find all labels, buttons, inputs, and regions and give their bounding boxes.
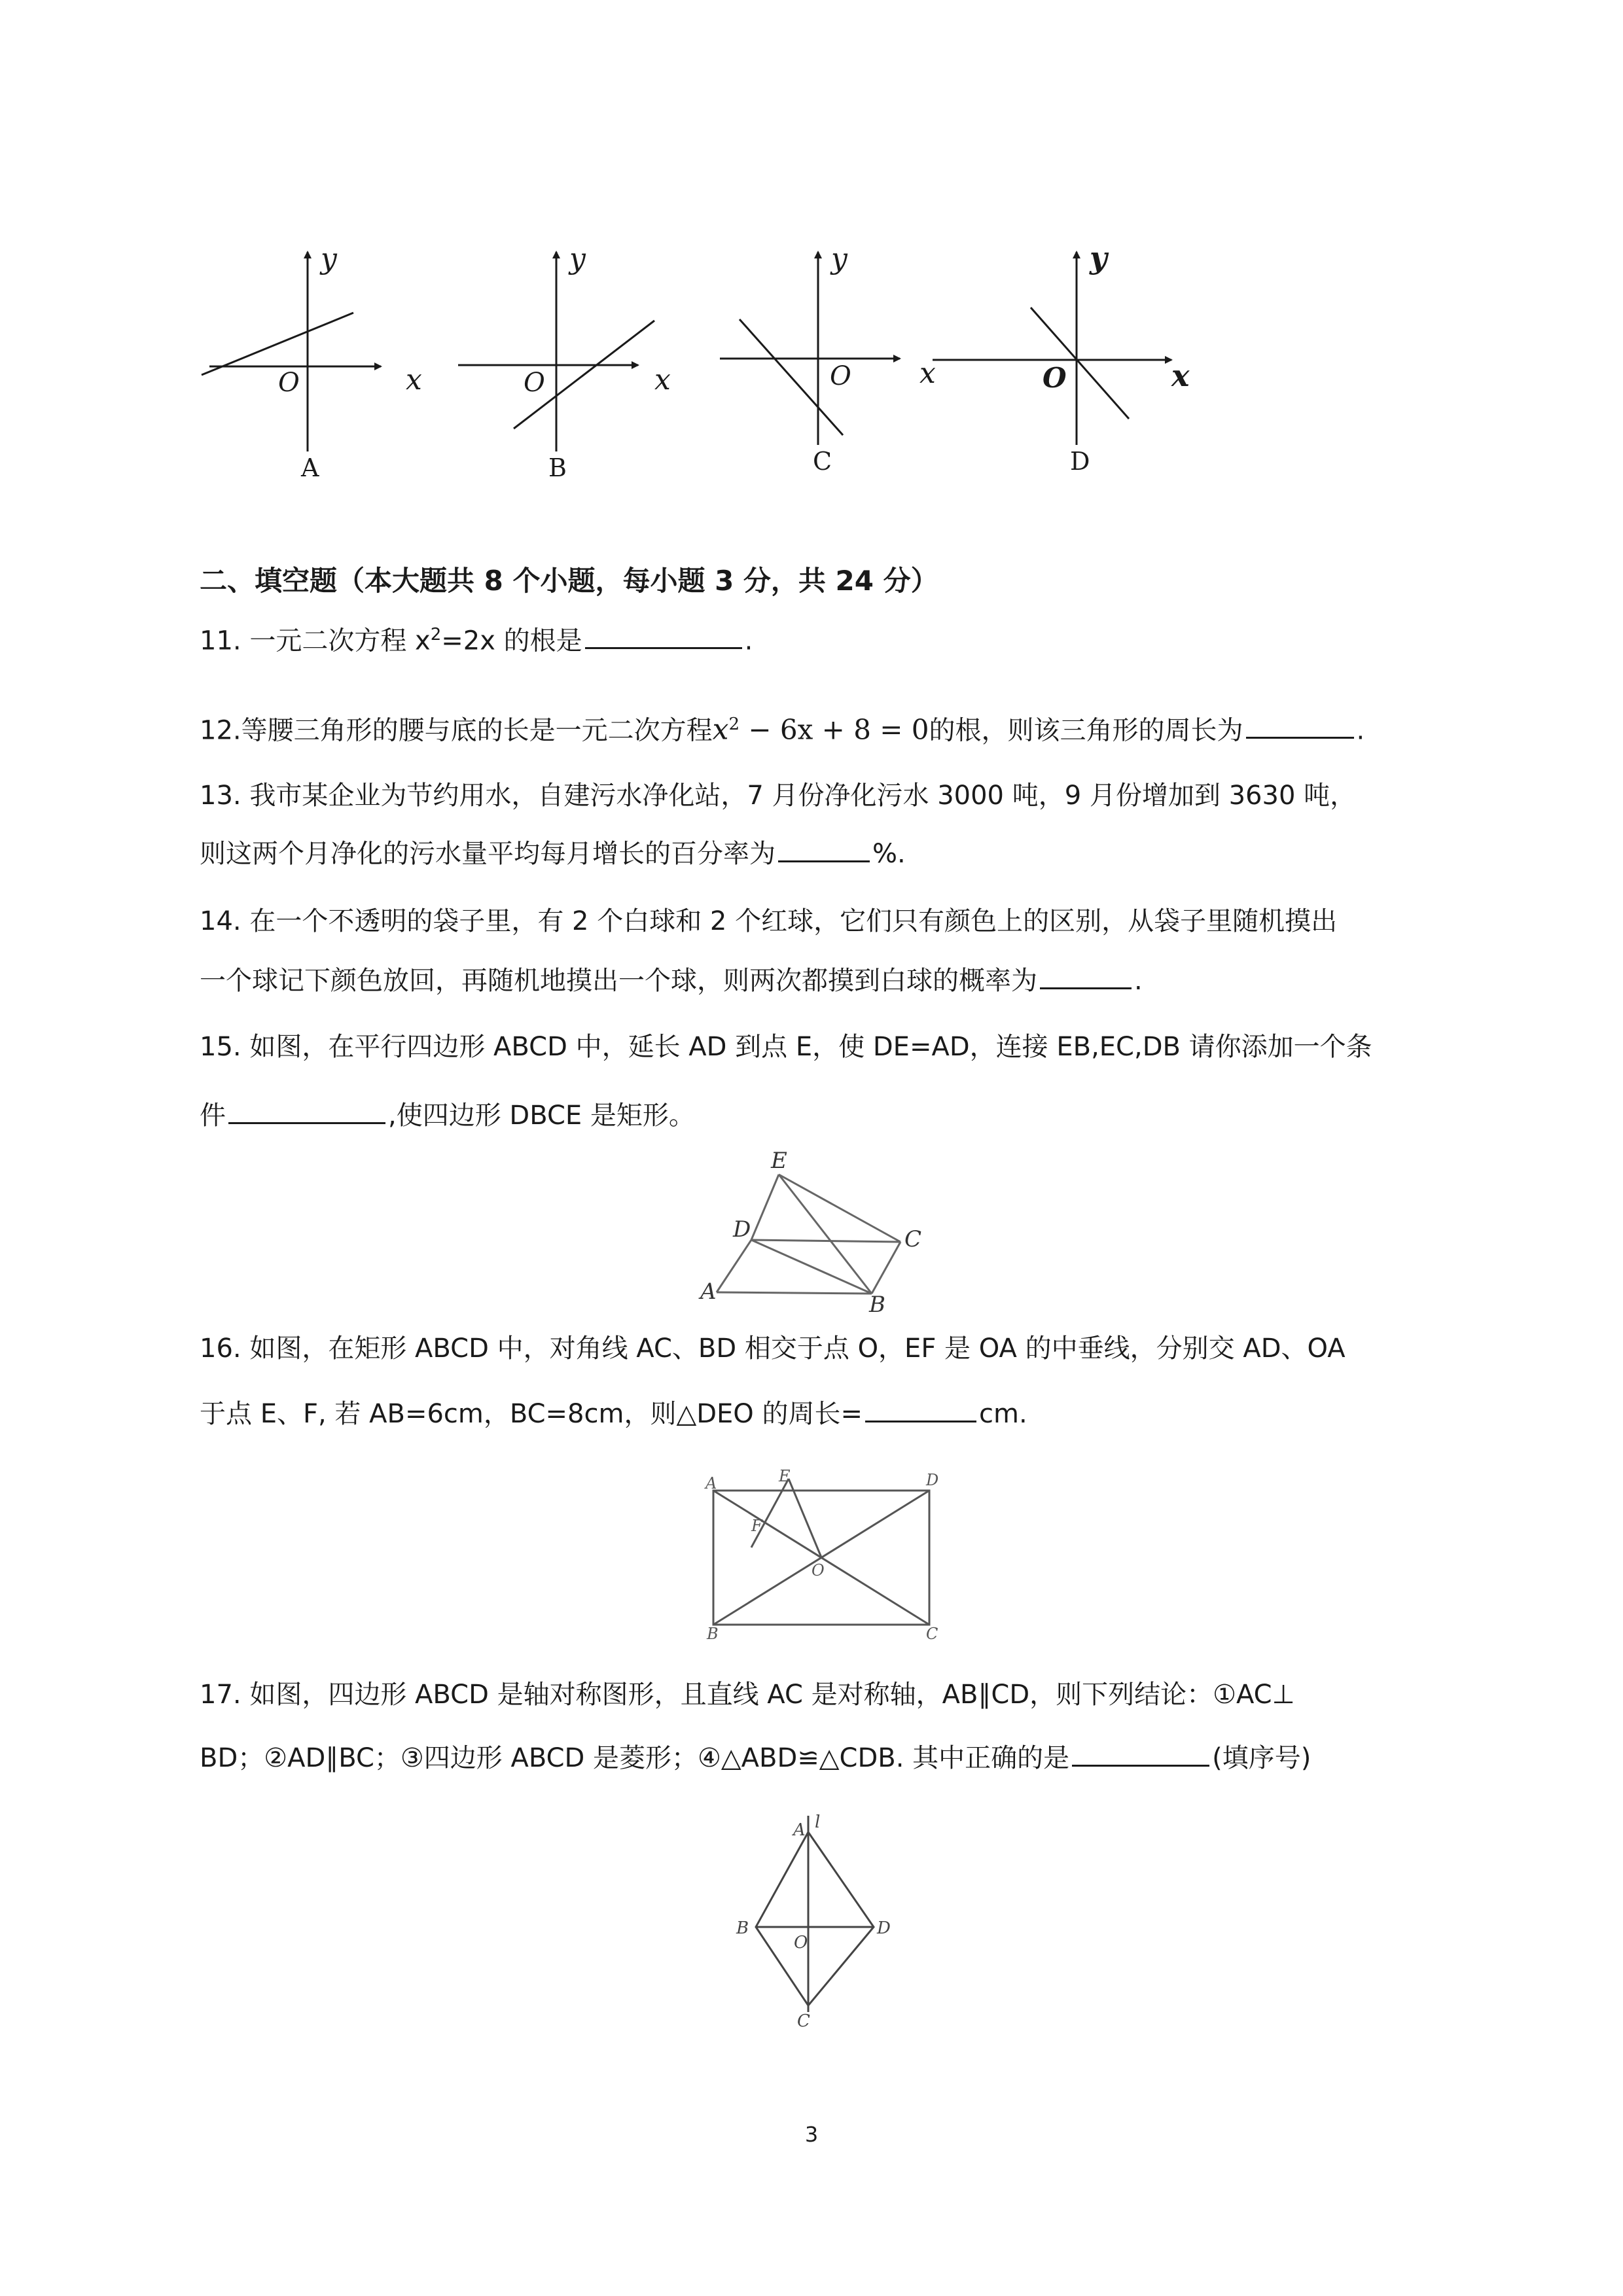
q12-end: . <box>1356 715 1365 746</box>
q14-answer-blank[interactable] <box>1040 964 1132 989</box>
question-17-line2 <box>200 1739 1311 1778</box>
q15-line-dc <box>751 1240 901 1242</box>
graph-c <box>720 252 900 445</box>
graph-d-x: x <box>1171 358 1190 393</box>
graph-b-x: x <box>654 363 671 397</box>
q15-answer-blank[interactable] <box>228 1099 385 1124</box>
question-15-line2 <box>200 1096 695 1135</box>
q17-label-b: B <box>736 1918 749 1938</box>
q11-end: . <box>744 626 753 656</box>
q15-line-cb <box>872 1242 901 1294</box>
q16-line2-end: cm. <box>979 1399 1027 1429</box>
q12-eq-sup: 2 <box>728 715 740 734</box>
graph-d-letter: D <box>1070 447 1090 476</box>
q17-line2-end: (填序号) <box>1212 1743 1311 1773</box>
q12-pre: 12.等腰三角形的腰与底的长是一元二次方程 <box>200 715 713 746</box>
question-17-line1: 17. 如图，四边形 ABCD 是轴对称图形，且直线 AC 是对称轴，AB∥CD，则下列结论：①AC⊥ <box>200 1680 1295 1710</box>
q16-line2-pre: 于点 E、F, 若 AB=6cm，BC=8cm，则△DEO 的周长= <box>200 1399 863 1429</box>
graph-c-line <box>740 319 843 435</box>
graph-a-letter: A <box>301 453 319 482</box>
q14-line2-pre: 一个球记下颜色放回，再随机地摸出一个球，则两次都摸到白球的概率为 <box>200 966 1037 996</box>
q16-line-ef <box>751 1479 789 1547</box>
question-16-line2 <box>200 1394 1027 1434</box>
q10-graphs <box>0 0 1623 510</box>
graph-b-origin: O <box>524 368 545 398</box>
q17-label-d: D <box>877 1918 891 1938</box>
q13-line2-end: %. <box>872 839 906 869</box>
q15-label-c: C <box>904 1226 922 1252</box>
q16-label-o: O <box>812 1561 825 1580</box>
question-16-line1: 16. 如图，在矩形 ABCD 中，对角线 AC、BD 相交于点 O，EF 是 OA 的中垂线，分别交 AD、OA <box>200 1333 1346 1364</box>
question-14-line2 <box>200 961 1143 1000</box>
q11-sup: 2 <box>430 625 442 645</box>
page-number: 3 <box>804 2122 819 2147</box>
graph-d <box>933 252 1171 445</box>
q12-eq-b: − 6x + 8 = 0 <box>740 713 929 746</box>
q16-label-b: B <box>707 1625 719 1642</box>
q16-label-f: F <box>751 1517 762 1535</box>
q12-eq-a: x <box>712 713 729 747</box>
q15-label-b: B <box>869 1292 885 1318</box>
graph-d-y: y <box>1090 240 1107 275</box>
q15-line2-end: ,使四边形 DBCE 是矩形。 <box>388 1101 695 1131</box>
q11-pre: 11. 一元二次方程 x <box>200 626 431 656</box>
q15-label-a: A <box>700 1279 717 1305</box>
q11-post: =2x 的根是 <box>441 626 582 656</box>
q11-answer-blank[interactable] <box>585 624 742 649</box>
q15-line-db <box>751 1240 872 1294</box>
q12-post: 的根，则该三角形的周长为 <box>929 715 1243 746</box>
q16-label-a: A <box>705 1474 717 1492</box>
q13-answer-blank[interactable] <box>778 837 870 862</box>
graph-d-origin: O <box>1043 362 1067 394</box>
question-11 <box>200 615 753 660</box>
q17-label-c: C <box>797 2011 810 2031</box>
q16-figure <box>700 1466 942 1642</box>
q16-label-e: E <box>779 1467 791 1485</box>
q17-label-a: A <box>793 1820 806 1840</box>
q17-figure <box>726 1809 916 2032</box>
graph-a-origin: O <box>278 368 300 398</box>
q12-answer-blank[interactable] <box>1246 713 1354 739</box>
section-2-title: 二、填空题（本大题共 8 个小题，每小题 3 分，共 24 分） <box>200 565 938 597</box>
q13-line2-pre: 则这两个月净化的污水量平均每月增长的百分率为 <box>200 839 776 869</box>
q15-line-ab <box>717 1292 872 1294</box>
graph-b-letter: B <box>548 453 567 482</box>
graph-c-y: y <box>831 242 847 275</box>
q17-label-o: O <box>794 1933 808 1952</box>
graph-c-origin: O <box>830 361 851 391</box>
q16-answer-blank[interactable] <box>865 1397 976 1422</box>
q15-label-d: D <box>733 1216 751 1243</box>
graph-c-letter: C <box>813 447 832 476</box>
q17-answer-blank[interactable] <box>1072 1741 1209 1767</box>
graph-a-y: y <box>321 242 337 275</box>
q16-label-d: D <box>926 1471 939 1489</box>
question-13-line2 <box>200 834 906 874</box>
q15-line-eb <box>779 1174 872 1294</box>
graph-a-x: x <box>406 363 422 397</box>
q14-line2-end: . <box>1134 966 1143 996</box>
question-15-line1: 15. 如图，在平行四边形 ABCD 中，延长 AD 到点 E，使 DE=AD，连接 EB,EC,DB 请你添加一个条 <box>200 1032 1372 1062</box>
question-14-line1: 14. 在一个不透明的袋子里，有 2 个白球和 2 个红球，它们只有颜色上的区别，从袋子里随机摸出 <box>200 906 1338 936</box>
question-12 <box>200 705 1364 750</box>
q15-line2-pre: 件 <box>200 1101 226 1131</box>
graph-b-y: y <box>569 242 586 275</box>
q17-label-l: l <box>815 1812 821 1832</box>
q15-figure <box>694 1148 936 1318</box>
q17-line2-pre: BD；②AD∥BC；③四边形 ABCD 是菱形；④△ABD≌△CDB. 其中正确的是 <box>200 1743 1070 1773</box>
question-13-line1: 13. 我市某企业为节约用水，自建污水净化站，7 月份净化污水 3000 吨，9 月份增加到 3630 吨， <box>200 781 1357 811</box>
q17-rhombus <box>756 1832 874 2005</box>
graph-a <box>202 252 381 451</box>
q16-label-c: C <box>926 1625 938 1642</box>
q15-line-ec <box>779 1174 901 1242</box>
graph-c-x: x <box>919 357 936 390</box>
graph-b <box>458 252 654 451</box>
q15-label-e: E <box>771 1148 787 1174</box>
